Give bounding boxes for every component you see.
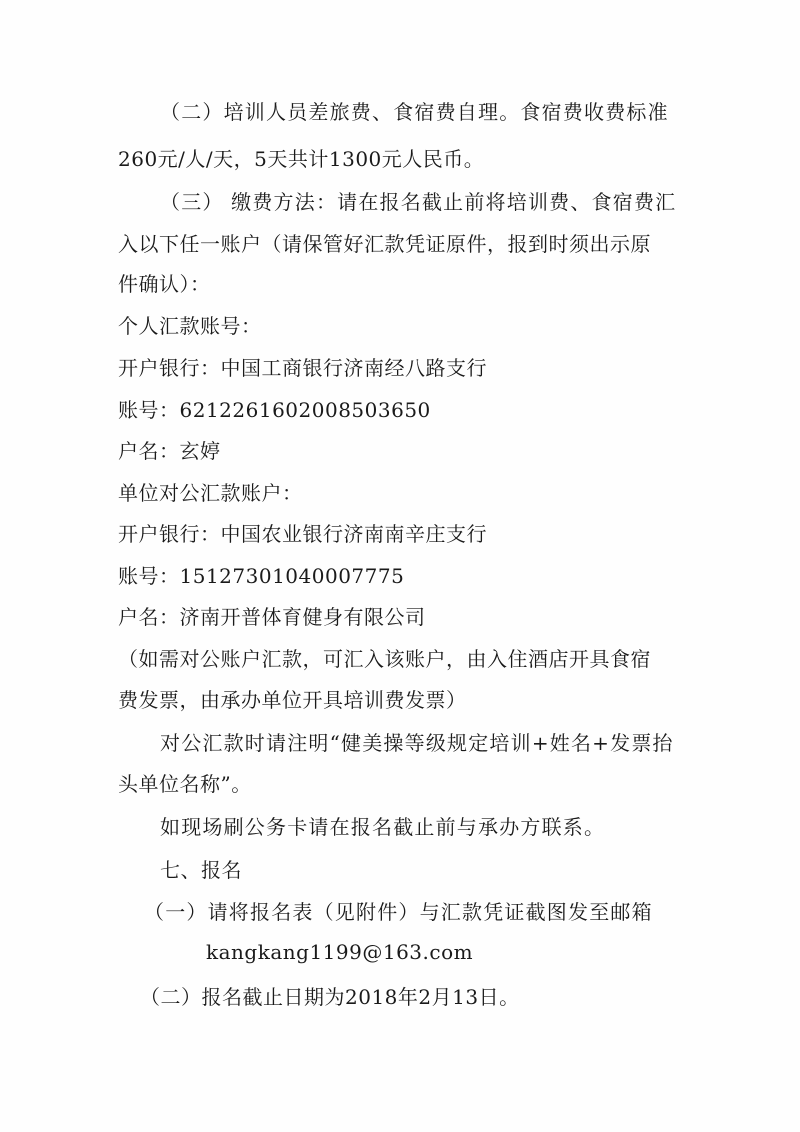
text-line-corporate-note-1: （如需对公账户汇款，可汇入该账户，由入住酒店开具食宿 [118,647,651,671]
section-heading-registration: 七、报名 [160,858,242,882]
text-line-payment-method: （三） 缴费方法：请在报名截止前将培训费、食宿费汇 [160,190,677,214]
text-line-registration-email: （一）请将报名表（见附件）与汇款凭证截图发至邮箱 [144,900,653,924]
text-line-remark-2: 头单位名称”。 [118,772,252,796]
text-line-remark-1: 对公汇款时请注明“健美操等级规定培训+姓名+发票抬 [160,731,674,755]
text-line-corporate-account-number: 账号：15127301040007775 [118,564,405,588]
text-line-personal-account-heading: 个人汇款账号： [118,314,262,338]
text-line-payment-account: 入以下任一账户（请保管好汇款凭证原件，报到时须出示原 [118,232,651,256]
email-address: kangkang1199@163.com [206,940,474,964]
text-line-fee-standard: 260元/人/天，5天共计1300元人民币。 [118,147,485,171]
text-line-corporate-bank: 开户银行：中国农业银行济南南辛庄支行 [118,522,487,546]
text-line-personal-account-number: 账号：6212261602008503650 [118,398,431,422]
text-line-official-card: 如现场刷公务卡请在报名截止前与承办方联系。 [160,815,606,839]
text-line-registration-deadline: （二）报名截止日期为2018年2月13日。 [140,985,520,1009]
text-line-personal-account-name: 户名：玄婷 [118,439,221,463]
text-line-corporate-account-heading: 单位对公汇款账户： [118,481,303,505]
text-line-fee-self-paid: （二）培训人员差旅费、食宿费自理。食宿费收费标准 [160,100,669,124]
text-line-corporate-note-2: 费发票，由承办单位开具培训费发票） [118,688,467,712]
text-line-confirm: 件确认）： [118,272,211,296]
text-line-corporate-account-name: 户名：济南开普体育健身有限公司 [118,605,426,629]
text-line-personal-bank: 开户银行：中国工商银行济南经八路支行 [118,356,487,380]
